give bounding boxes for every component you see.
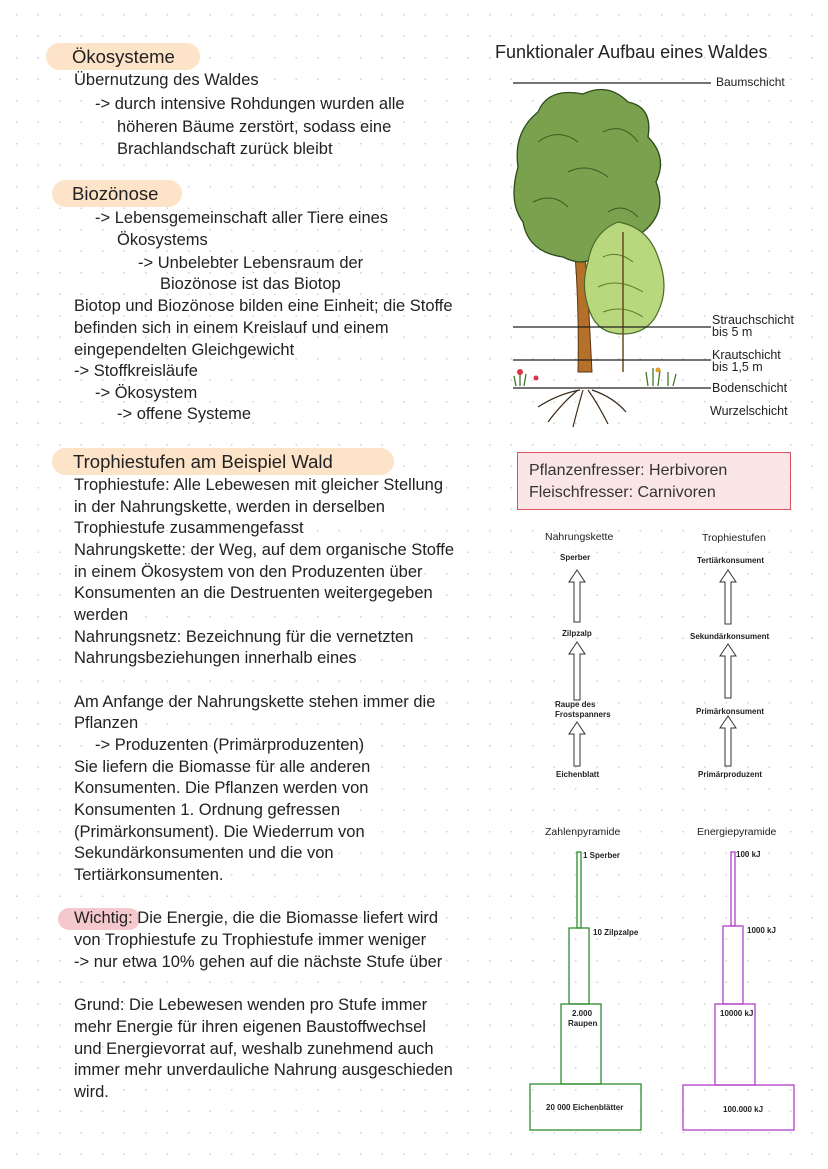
wichtig-label: Wichtig: [74, 909, 133, 927]
energy-bar-100kj [731, 852, 735, 926]
energy-label-1000: 1000 kJ [747, 926, 776, 935]
text-line: Trophiestufe zusammengefasst [74, 519, 304, 537]
layer-label-kraut-height: bis 1,5 m [712, 360, 763, 374]
text-line: in der Nahrungskette, werden in derselben [74, 498, 385, 516]
text-line: Sekundärkonsumenten und die von [74, 844, 334, 862]
energy-label-100: 100 kJ [736, 850, 761, 859]
chain-item-eichenblatt: Eichenblatt [556, 770, 600, 779]
chain-arrows [520, 540, 820, 780]
text-line: -> Unbelebter Lebensraum der [138, 254, 364, 272]
text-line: -> Stoffkreisläufe [74, 362, 198, 380]
text-line: und Energievorrat auf, weshalb zunehmend auch [74, 1040, 434, 1058]
text-line: Tertiärkonsumenten. [74, 866, 224, 884]
layer-label-strauch: Strauchschicht [712, 313, 794, 327]
text-line: Nahrungsbeziehungen innerhalb eines [74, 649, 357, 667]
number-label-zilpzalpe: 10 Zilpzalpe [593, 928, 639, 937]
energy-bar-1000kj [723, 926, 743, 1004]
text-line: Nahrungskette: der Weg, auf dem organische Stoffe [74, 541, 455, 559]
heading-biozoenose: Biozönose [72, 183, 159, 204]
layer-label-boden: Bodenschicht [712, 381, 788, 395]
text-line: -> offene Systeme [117, 405, 252, 423]
chain-item-frostspanner: Frostspanners [555, 710, 611, 719]
text-line: Ökosystems [117, 231, 208, 249]
text-line: -> nur etwa 10% gehen auf die nächste Stufe über [74, 953, 443, 971]
level-item-tertiaer: Tertiärkonsument [697, 556, 764, 565]
level-item-produzent: Primärproduzent [698, 770, 763, 779]
text-line: Konsumenten. Die Pflanzen werden von [74, 779, 369, 797]
energy-title: Energiepyramide [697, 826, 777, 838]
wichtig-line [74, 908, 438, 930]
layer-label-kraut: Krautschicht [712, 348, 781, 362]
level-item-primaer: Primärkonsument [696, 707, 765, 716]
numbers-title: Zahlenpyramide [545, 826, 621, 838]
forest-title: Funktionaler Aufbau eines Waldes [495, 42, 768, 62]
chain-item-sperber: Sperber [560, 553, 591, 562]
text-line: befinden sich in einem Kreislauf und einem [74, 319, 389, 337]
text-line: Konsumenten 1. Ordnung gefressen [74, 801, 341, 819]
text-line: -> Ökosystem [95, 384, 198, 402]
text-line: eingependelten Gleichgewicht [74, 341, 295, 359]
text-line: Brachlandschaft zurück bleibt [117, 140, 333, 158]
text-line: immer mehr unverdauliche Nahrung ausgeschieden [74, 1061, 453, 1079]
text-line: Pflanzen [74, 714, 139, 732]
text-line: von Trophiestufe zu Trophiestufe immer weniger [74, 931, 427, 949]
definition-carnivoren: Fleischfresser: Carnivoren [529, 484, 716, 501]
chain-item-raupe: Raupe des [555, 700, 596, 709]
chain-title: Nahrungskette [545, 531, 614, 543]
text-line: -> durch intensive Rohdungen wurden alle [95, 95, 405, 113]
text-line: Am Anfange der Nahrungskette stehen immer die [74, 693, 436, 711]
text-line: Nahrungsnetz: Bezeichnung für die vernetzten [74, 628, 414, 646]
text-line: Sie liefern die Biomasse für alle anderen [74, 758, 371, 776]
level-item-sekundaer: Sekundärkonsument [690, 632, 770, 641]
text-line: wird. [74, 1083, 109, 1101]
number-bar-sperber [577, 852, 581, 928]
number-label-raupen: Raupen [568, 1019, 598, 1028]
energy-label-100000: 100.000 kJ [723, 1105, 764, 1114]
chain-item-zilpzalp: Zilpzalp [562, 629, 592, 638]
pyramids [520, 840, 820, 1140]
text-line: Biozönose ist das Biotop [160, 275, 341, 293]
text-line: in einem Ökosystem von den Produzenten über [74, 563, 423, 581]
layer-label-baum: Baumschicht [716, 75, 785, 89]
levels-title: Trophiestufen [702, 532, 766, 544]
text-line: Übernutzung des Waldes [74, 71, 259, 89]
forest-illustration [508, 72, 808, 432]
text-line: Konsumenten an die Destruenten weitergegeben [74, 584, 433, 602]
heading-oekosysteme: Ökosysteme [72, 46, 175, 67]
number-label-sperber: 1 Sperber [583, 851, 620, 860]
heading-trophiestufen: Trophiestufen am Beispiel Wald [73, 451, 333, 472]
layer-label-strauch-height: bis 5 m [712, 325, 753, 339]
text-line: Biotop und Biozönose bilden eine Einheit; die Stoffe [74, 297, 453, 315]
definition-herbivoren: Pflanzenfresser: Herbivoren [529, 462, 728, 479]
text-line: werden [74, 606, 129, 624]
text-line: höheren Bäume zerstört, sodass eine [117, 118, 392, 136]
wichtig-text: Die Energie, die die Biomasse liefert wird [132, 909, 439, 927]
text-line: (Primärkonsument). Die Wiederrum von [74, 823, 365, 841]
text-line: Grund: Die Lebewesen wenden pro Stufe immer [74, 996, 428, 1014]
text-line: -> Lebensgemeinschaft aller Tiere eines [95, 209, 389, 227]
layer-label-wurzel: Wurzelschicht [710, 404, 788, 418]
text-line: -> Produzenten (Primärproduzenten) [95, 736, 365, 754]
number-bar-zilpzalp [569, 928, 589, 1004]
number-label-raupen-count: 2.000 [572, 1009, 593, 1018]
definition-box [517, 452, 791, 510]
text-line: mehr Energie für ihren eigenen Baustoffwechsel [74, 1018, 426, 1036]
number-label-eichenblaetter: 20 000 Eichenblätter [546, 1103, 624, 1112]
text-line: Trophiestufe: Alle Lebewesen mit gleicher Stellung [74, 476, 444, 494]
energy-label-10000: 10000 kJ [720, 1009, 754, 1018]
